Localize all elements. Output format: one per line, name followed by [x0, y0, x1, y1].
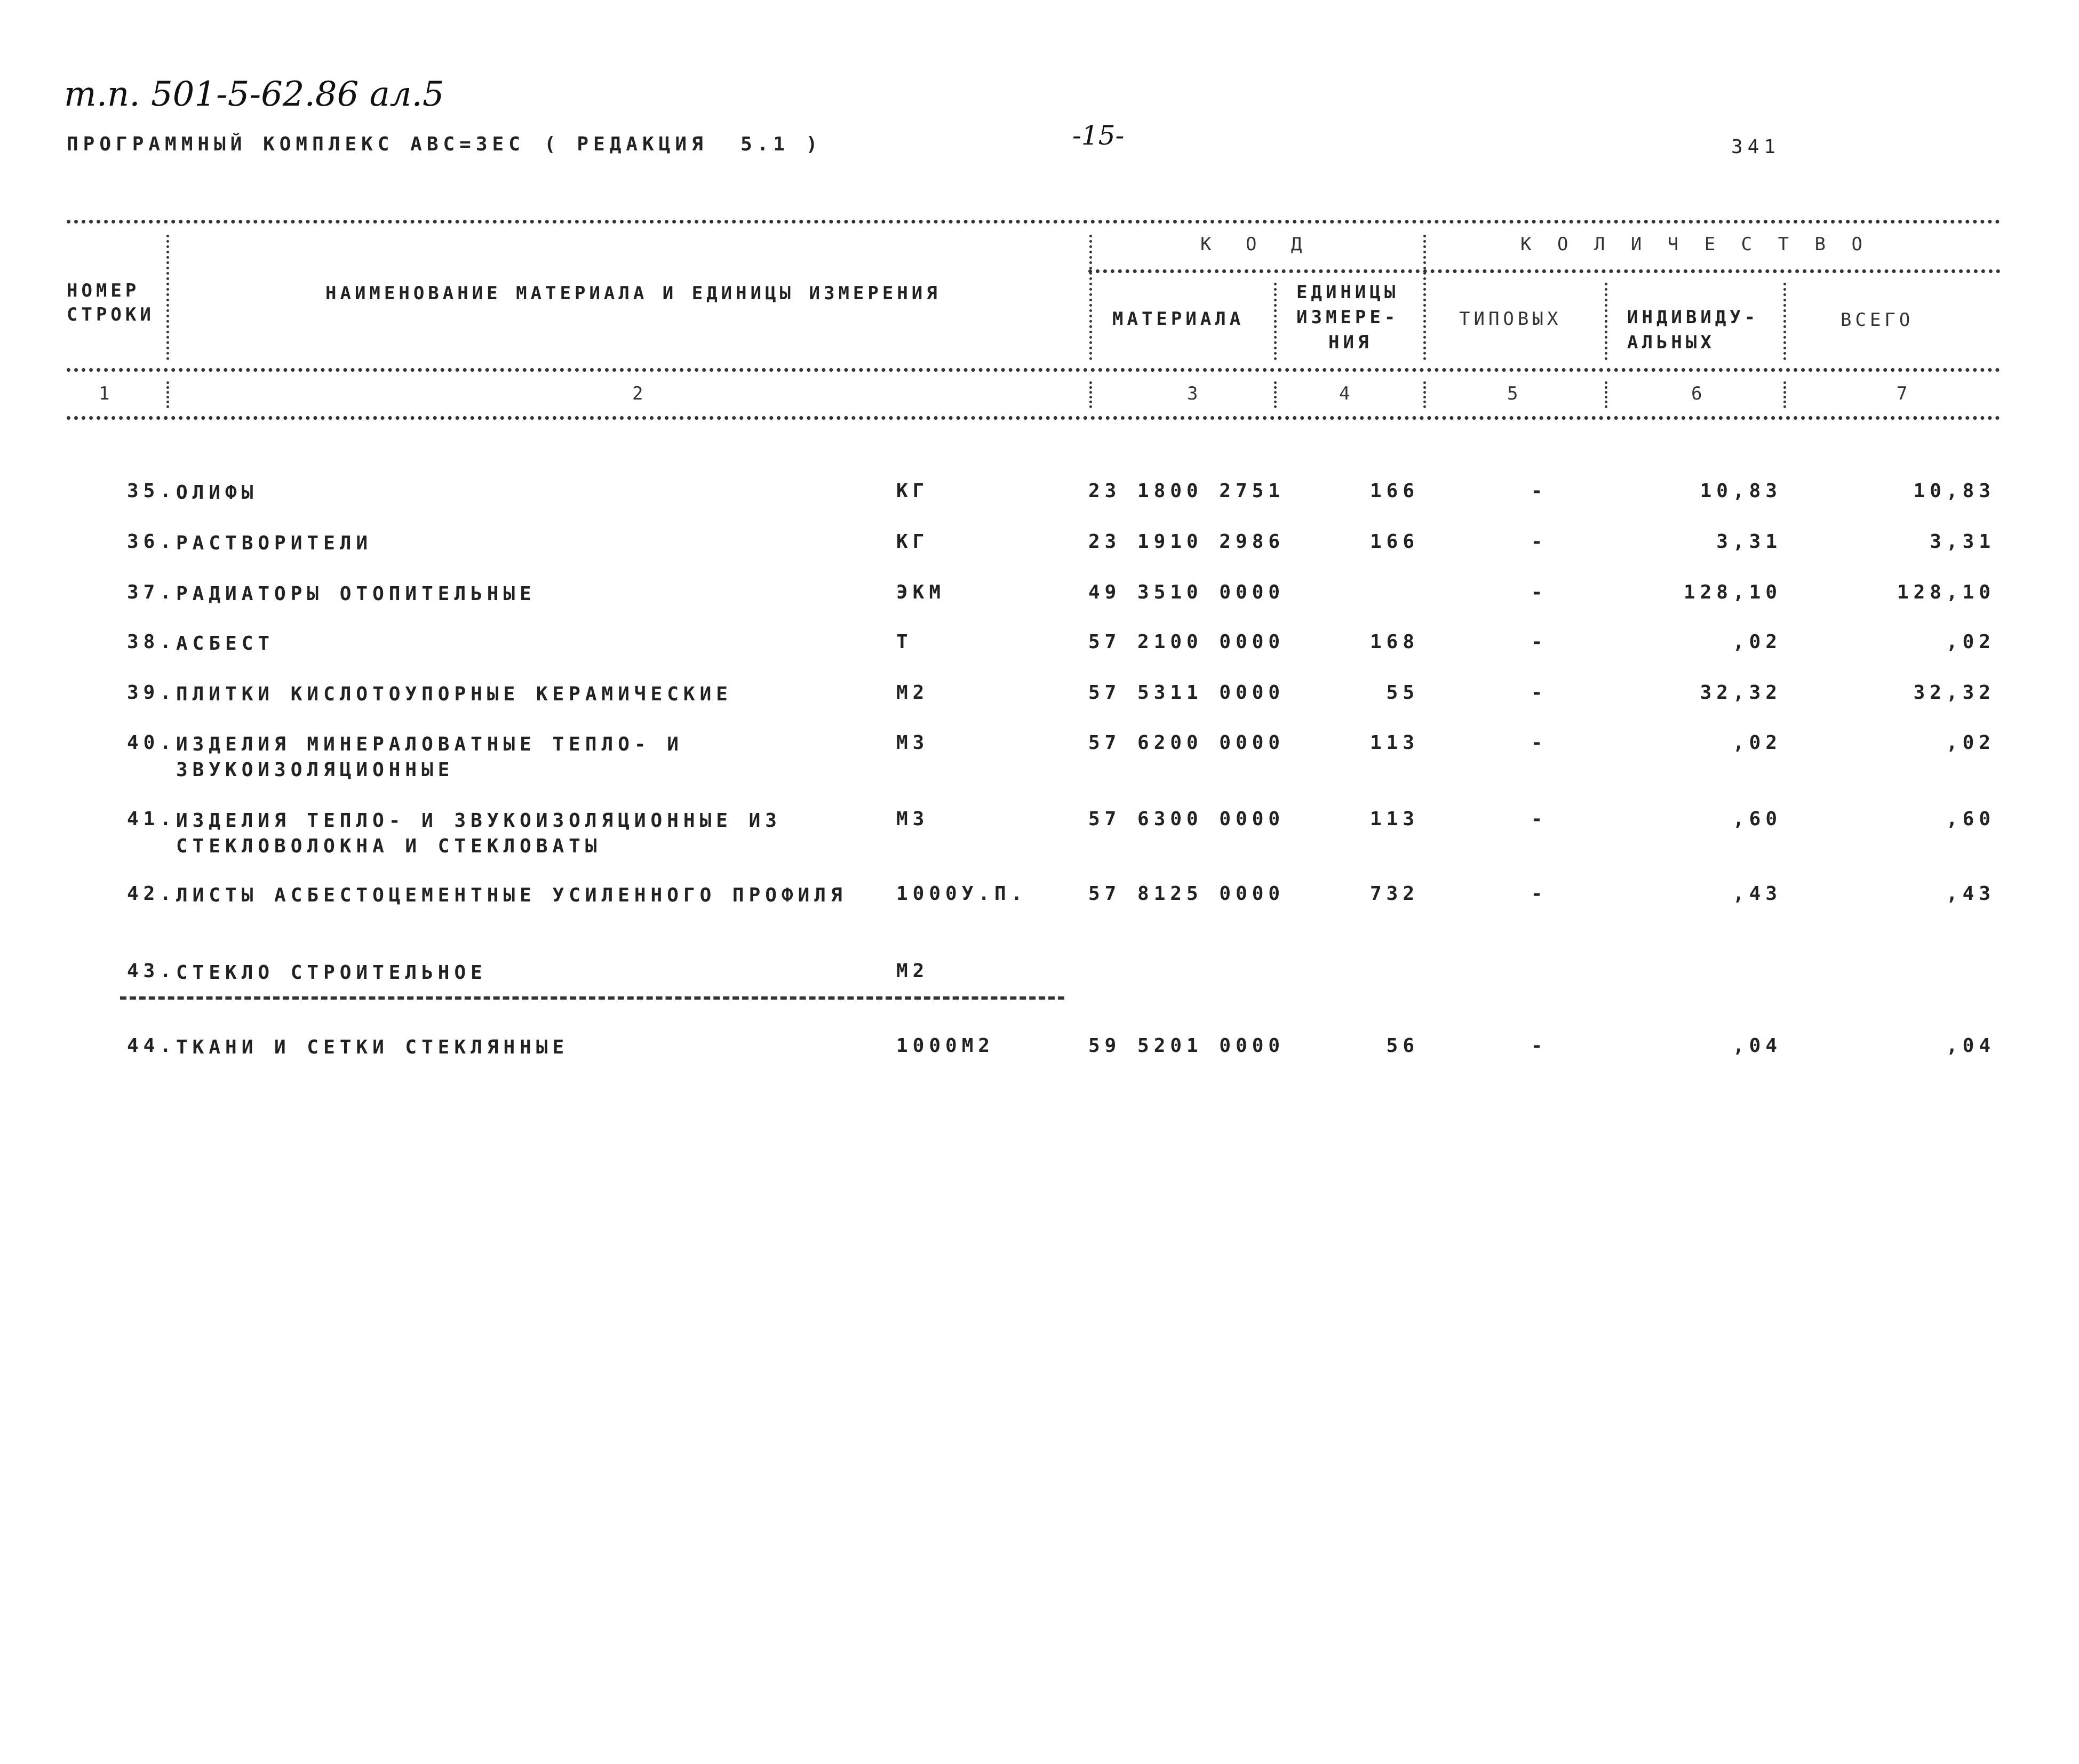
row-total-qty: ,04: [1946, 1035, 1995, 1057]
col-sep-3: [1274, 283, 1277, 360]
col-sep-5b: [1605, 381, 1607, 408]
row-number: 41.: [126, 808, 176, 830]
row-number: 37.: [126, 581, 176, 603]
row-unit-code: 56: [1386, 1035, 1419, 1057]
row-material-name-line: РАДИАТОРЫ ОТОПИТЕЛЬНЫЕ: [176, 583, 536, 605]
header-individual-line1: ИНДИВИДУ-: [1627, 307, 1759, 328]
row-number: 36.: [126, 531, 176, 553]
row-material-name-line: ОЛИФЫ: [176, 482, 258, 504]
row-total-qty: ,02: [1946, 732, 1995, 754]
row-individual-qty: 10,83: [1700, 480, 1782, 502]
row-unit: М3: [896, 808, 929, 830]
row-material-name: [176, 1035, 870, 1060]
row-unit: М3: [896, 732, 929, 754]
row-number: 35.: [126, 480, 176, 502]
table-row: [0, 808, 2079, 888]
row-material-code: 57 2100 0000: [1088, 631, 1285, 653]
row-number: 39.: [126, 682, 176, 704]
row-typical-qty: -: [1531, 732, 1548, 754]
col-sep-5: [1605, 283, 1607, 360]
row-material-name-line: ИЗДЕЛИЯ МИНЕРАЛОВАТНЫЕ ТЕПЛО- И: [176, 733, 683, 755]
row-total-qty: 128,10: [1897, 581, 1995, 603]
header-group-code: К О Д: [1200, 234, 1314, 255]
row-43-separator: [120, 996, 1064, 1000]
row-total-qty: ,43: [1946, 883, 1995, 905]
row-unit: 1000М2: [896, 1035, 995, 1057]
row-typical-qty: -: [1531, 581, 1548, 603]
row-material-name-line: АСБЕСТ: [176, 633, 275, 654]
row-unit: КГ: [896, 531, 929, 553]
row-typical-qty: -: [1531, 631, 1548, 653]
row-typical-qty: -: [1531, 531, 1548, 553]
col-number-1: 1: [99, 383, 114, 404]
row-typical-qty: -: [1531, 1035, 1548, 1057]
row-number: 42.: [126, 883, 176, 905]
row-typical-qty: -: [1531, 480, 1548, 502]
col-sep-4b: [1423, 381, 1426, 408]
row-unit-code: 55: [1386, 682, 1419, 704]
header-individual-line2: АЛЬНЫХ: [1627, 332, 1715, 353]
row-unit: М2: [896, 682, 929, 704]
row-typical-qty: -: [1531, 682, 1548, 704]
program-title: ПРОГРАММНЫЙ КОМПЛЕКС АВС=3ЕС: [67, 133, 525, 155]
row-material-code: 57 8125 0000: [1088, 883, 1285, 905]
header-group-quantity: К О Л И Ч Е С Т В О: [1520, 234, 1870, 255]
header-unit-line2: ИЗМЕРЕ-: [1296, 307, 1399, 328]
row-material-name: [176, 883, 870, 908]
col-sep-1: [166, 235, 169, 360]
row-material-code: 23 1910 2986: [1088, 531, 1285, 553]
row-material-name-line: РАСТВОРИТЕЛИ: [176, 532, 373, 554]
row-material-name: [176, 732, 870, 783]
handwritten-reference: т.п. 501-5-62.86 ал.5: [64, 75, 444, 114]
row-unit-code: 113: [1369, 808, 1419, 830]
row-material-name: [176, 531, 870, 556]
sheet-number: 341: [1731, 136, 1781, 158]
row-material-name-line: ТКАНИ И СЕТКИ СТЕКЛЯННЫЕ: [176, 1036, 569, 1058]
row-number: 40.: [126, 732, 176, 754]
col-sep-4: [1423, 235, 1426, 360]
table-row: [0, 1035, 2079, 1115]
header-number-line1: НОМЕР: [67, 280, 140, 301]
row-unit: М2: [896, 960, 929, 982]
row-individual-qty: ,43: [1732, 883, 1782, 905]
row-total-qty: 10,83: [1913, 480, 1995, 502]
row-material-name: [176, 960, 870, 986]
col-sep-2: [1089, 235, 1092, 360]
header-total: ВСЕГО: [1841, 309, 1914, 331]
row-individual-qty: ,60: [1732, 808, 1782, 830]
row-number: 38.: [126, 631, 176, 653]
row-material-code: 49 3510 0000: [1088, 581, 1285, 603]
row-unit-code: 168: [1369, 631, 1419, 653]
row-total-qty: 3,31: [1930, 531, 1995, 553]
row-individual-qty: ,04: [1732, 1035, 1782, 1057]
row-material-name-line: ИЗДЕЛИЯ ТЕПЛО- И ЗВУКОИЗОЛЯЦИОННЫЕ ИЗ: [176, 810, 782, 832]
header-top-rule: [67, 220, 2001, 224]
row-unit: 1000У.П.: [896, 883, 1027, 905]
col-number-4: 4: [1339, 383, 1354, 404]
page-number: -15-: [1072, 120, 1125, 151]
row-material-name-line: СТЕКЛО СТРОИТЕЛЬНОЕ: [176, 962, 487, 984]
row-total-qty: 32,32: [1913, 682, 1995, 704]
row-individual-qty: 32,32: [1700, 682, 1782, 704]
col-sep-6b: [1783, 381, 1786, 408]
row-unit-code: 732: [1369, 883, 1419, 905]
col-number-3: 3: [1187, 383, 1202, 404]
table-row: [0, 883, 2079, 963]
row-typical-qty: -: [1531, 808, 1548, 830]
row-individual-qty: 3,31: [1716, 531, 1782, 553]
row-total-qty: ,02: [1946, 631, 1995, 653]
col-number-5: 5: [1507, 383, 1522, 404]
header-mid-rule: [67, 368, 2001, 372]
row-unit-code: 113: [1369, 732, 1419, 754]
edition-label: ( РЕДАКЦИЯ 5.1 ): [544, 133, 823, 155]
row-unit-code: 166: [1369, 531, 1419, 553]
row-number: 43.: [126, 960, 176, 982]
row-material-name: [176, 581, 870, 607]
header-unit-line3: НИЯ: [1328, 332, 1373, 353]
row-unit: ЭКМ: [896, 581, 946, 603]
header-typical: ТИПОВЫХ: [1459, 308, 1562, 330]
row-material-code: 57 6200 0000: [1088, 732, 1285, 754]
table-row: [0, 732, 2079, 812]
header-number-line2: СТРОКИ: [67, 304, 155, 325]
col-sep-6: [1783, 283, 1786, 360]
header-name: НАИМЕНОВАНИЕ МАТЕРИАЛА И ЕДИНИЦЫ ИЗМЕРЕНИЯ: [325, 283, 941, 304]
row-material-name: [176, 808, 870, 859]
row-typical-qty: -: [1531, 883, 1548, 905]
row-individual-qty: 128,10: [1683, 581, 1782, 603]
col-number-7: 7: [1897, 383, 1911, 404]
header-unit-line1: ЕДИНИЦЫ: [1296, 282, 1399, 303]
row-number: 44.: [126, 1035, 176, 1057]
row-total-qty: ,60: [1946, 808, 1995, 830]
col-number-2: 2: [632, 383, 647, 404]
row-material-code: 57 5311 0000: [1088, 682, 1285, 704]
row-individual-qty: ,02: [1732, 732, 1782, 754]
col-sep-3b: [1274, 381, 1277, 408]
row-unit: КГ: [896, 480, 929, 502]
row-material-name: [176, 682, 870, 707]
header-material: МАТЕРИАЛА: [1112, 308, 1245, 330]
header-bottom-rule: [67, 416, 2001, 420]
col-number-6: 6: [1691, 383, 1706, 404]
row-unit: Т: [896, 631, 913, 653]
row-material-name-line: СТЕКЛОВОЛОКНА И СТЕКЛОВАТЫ: [176, 835, 602, 857]
header-group-rule: [1088, 269, 2001, 273]
row-individual-qty: ,02: [1732, 631, 1782, 653]
row-material-code: 59 5201 0000: [1088, 1035, 1285, 1057]
row-material-code: 23 1800 2751: [1088, 480, 1285, 502]
col-sep-2b: [1089, 381, 1092, 408]
row-material-name: [176, 631, 870, 657]
row-material-name: [176, 480, 870, 506]
row-material-name-line: ЛИСТЫ АСБЕСТОЦЕМЕНТНЫЕ УСИЛЕННОГО ПРОФИЛЯ: [176, 884, 847, 906]
col-sep-1b: [166, 381, 169, 408]
row-unit-code: 166: [1369, 480, 1419, 502]
table-row: [0, 960, 2079, 1040]
row-material-name-line: ЗВУКОИЗОЛЯЦИОННЫЕ: [176, 759, 455, 781]
row-material-code: 57 6300 0000: [1088, 808, 1285, 830]
row-material-name-line: ПЛИТКИ КИСЛОТОУПОРНЫЕ КЕРАМИЧЕСКИЕ: [176, 683, 732, 705]
